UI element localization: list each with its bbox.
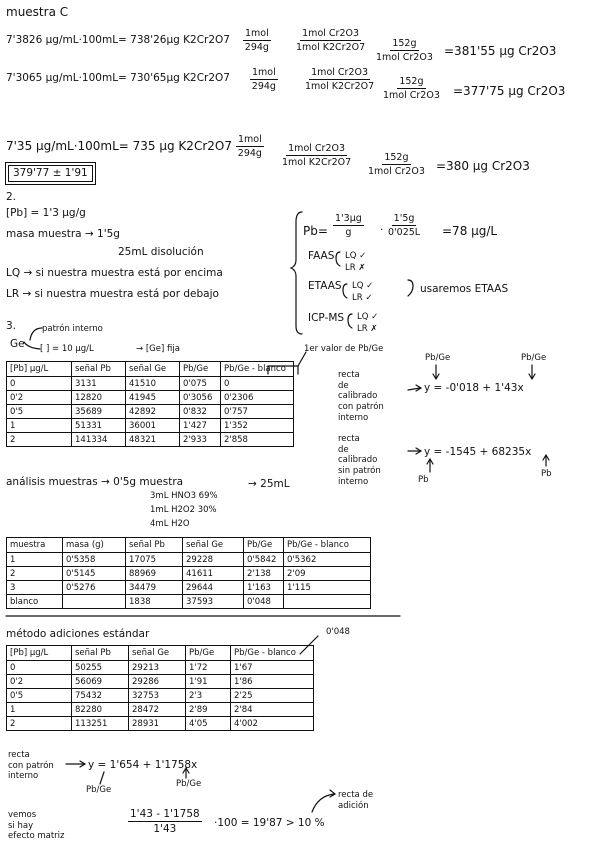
t3-header: [Pb] µg/L [7,646,72,661]
pb-equation-frac2: $\frac{1'5g}{0'025L}$ [388,213,421,238]
t1-header: señal Pb [72,362,126,377]
reagent-h2o: 4mL H2O [150,519,190,529]
t2-header: señal Pb [126,538,183,553]
line-with-standard-label: recta con patrón interno [8,750,54,782]
pb-signal-label-x: Pb [541,469,552,479]
table-row: 3 0'5276 34479 29644 1'163 1'115 [7,581,371,595]
pb-signal-label-y: Pb [418,475,429,485]
calc1-lhs: 7'3826 µg/mL·100mL= 738'26µg K2Cr2O7 [6,34,230,46]
icp-ms-label: ICP-MS [308,312,345,324]
calc3-factor3: 152g 1mol Cr2O3 [368,152,425,177]
table-row: blanco 1838 37593 0'048 [7,595,371,609]
internal-standard-label: patrón interno [42,324,103,334]
pb-equation-dot: · [380,224,384,236]
table-row: 0 50255 29213 1'72 1'67 [7,661,314,675]
table-row: 0'5 35689 42892 0'832 0'757 [7,405,294,419]
sample-analysis-note: análisis muestras → 0'5g muestra [6,476,184,488]
ratio-label-x: Pb/Ge [521,353,547,363]
faas-lr: LR ✗ [345,263,366,273]
etaas-lr: LR ✓ [352,293,373,303]
pb-concentration: [Pb] = 1'3 µg/g [6,207,86,219]
calc3-result: =380 µg Cr2O3 [436,159,530,173]
ge-fixed: → [Ge] fija [136,344,180,354]
etaas-label: ETAAS [308,280,342,292]
t3-header: señal Ge [129,646,186,661]
table-row: 2 0'5145 88969 41611 2'138 2'09 [7,567,371,581]
table-row: 0'2 56069 29286 1'91 1'86 [7,675,314,689]
t3-header: Pb/Ge - blanco [231,646,314,661]
calibration-equation-with-standard: y = -0'018 + 1'43x [424,382,524,394]
calc3-lhs: 7'35 µg/mL·100mL= 735 µg K2Cr2O7 [6,139,232,153]
t1-header: Pb/Ge - blanco [221,362,294,377]
sample-mass: masa muestra → 1'5g [6,228,120,240]
calc3-factor1: 1mol 294g [237,134,262,159]
standard-addition-equation: y = 1'654 + 1'1758x [88,759,198,771]
table-row: 1 82280 28472 2'89 2'84 [7,703,314,717]
lr-definition: LR → si nuestra muestra está por debajo [6,288,219,300]
calc3-factor2: 1mol Cr2O3 1mol K2Cr2O7 [282,143,352,168]
table-row: 2 113251 28931 4'05 4'002 [7,717,314,731]
dissolution-volume: 25mL disolución [118,246,204,258]
reagent-hno3: 3mL HNO3 69% [150,491,218,501]
ge-concentration: [ ] = 10 µg/L [40,344,94,354]
matrix-effect-question: vemos si hay efecto matriz [8,810,65,842]
matrix-effect-fraction: $\frac{1'43 - 1'1758}{1'43}$ [130,808,200,835]
section-title-muestra-c: muestra C [6,5,69,19]
ge-label: Ge [10,338,25,350]
first-value-note: 1er valor de Pb/Ge [304,344,384,354]
addition-line-label: recta de adición [338,790,374,812]
ratio-label-y-2: Pb/Ge [86,785,112,795]
t3-header: Pb/Ge [186,646,231,661]
calibration-equation-without-standard: y = -1545 + 68235x [424,446,532,458]
calibration-note-without-standard: recta de calibrado sin patrón interno [338,434,381,487]
pb-equation-result: =78 µg/L [442,224,498,238]
table-row: 0 3131 41510 0'075 0 [7,377,294,391]
use-etaas-note: usaremos ETAAS [420,283,509,295]
t2-header: masa (g) [63,538,126,553]
calibration-note-with-standard: recta de calibrado con patrón interno [338,370,384,423]
table-row: 1 51331 36001 1'427 1'352 [7,419,294,433]
etaas-lq: LQ ✓ [352,281,374,291]
calc1-factor3: 152g 1mol Cr2O3 [376,38,433,63]
t2-header: muestra [7,538,63,553]
icp-lr: LR ✗ [357,324,378,334]
calc2-factor2: 1mol Cr2O3 1mol K2Cr2O7 [305,67,375,92]
calc2-result: =377'75 µg Cr2O3 [453,84,566,98]
faas-lq: LQ ✓ [345,251,367,261]
calc2-factor1: 1mol 294g [251,67,276,92]
section-3-number: 3. [6,320,17,332]
t1-header: [Pb] µg/L [7,362,72,377]
standard-addition-title: método adiciones estándar [6,628,150,640]
table-row: 0'5 75432 32753 2'3 2'25 [7,689,314,703]
blank-subtraction-value: 0'048 [326,627,350,637]
t3-header: señal Pb [72,646,129,661]
calc2-factor3: 152g 1mol Cr2O3 [383,76,440,101]
calc2-lhs: 7'3065 µg/mL·100mL= 730'65µg K2Cr2O7 [6,72,230,84]
calc1-factor1: 1mol 294g [244,28,269,53]
t2-header: señal Ge [183,538,244,553]
matrix-effect-result: ·100 = 19'87 > 10 % [214,817,325,829]
t1-header: señal Ge [126,362,180,377]
ratio-label-y: Pb/Ge [425,353,451,363]
table-row: 2 141334 48321 2'933 2'858 [7,433,294,447]
faas-label: FAAS [308,250,335,262]
pb-equation-frac1: 1'3µg g [335,213,362,238]
table-row: 0'2 12820 41945 0'3056 0'2306 [7,391,294,405]
t2-header: Pb/Ge - blanco [284,538,371,553]
icp-lq: LQ ✓ [357,312,379,322]
boxed-mean-result: 379'77 ± 1'91 [8,165,93,182]
final-volume: → 25mL [248,478,290,490]
calc1-factor2: 1mol Cr2O3 1mol K2Cr2O7 [296,28,366,53]
lq-definition: LQ → si nuestra muestra está por encima [6,267,223,279]
curly-brace [291,212,302,334]
calc1-result: =381'55 µg Cr2O3 [444,44,557,58]
t2-header: Pb/Ge [244,538,284,553]
table-row: 1 0'5358 17075 29228 0'5842 0'5362 [7,553,371,567]
ratio-label-x-2: Pb/Ge [176,779,202,789]
reagent-h2o2: 1mL H2O2 30% [150,505,217,515]
pb-equation-lhs: Pb= [303,224,328,238]
t1-header: Pb/Ge [180,362,221,377]
section-2-number: 2. [6,191,17,203]
